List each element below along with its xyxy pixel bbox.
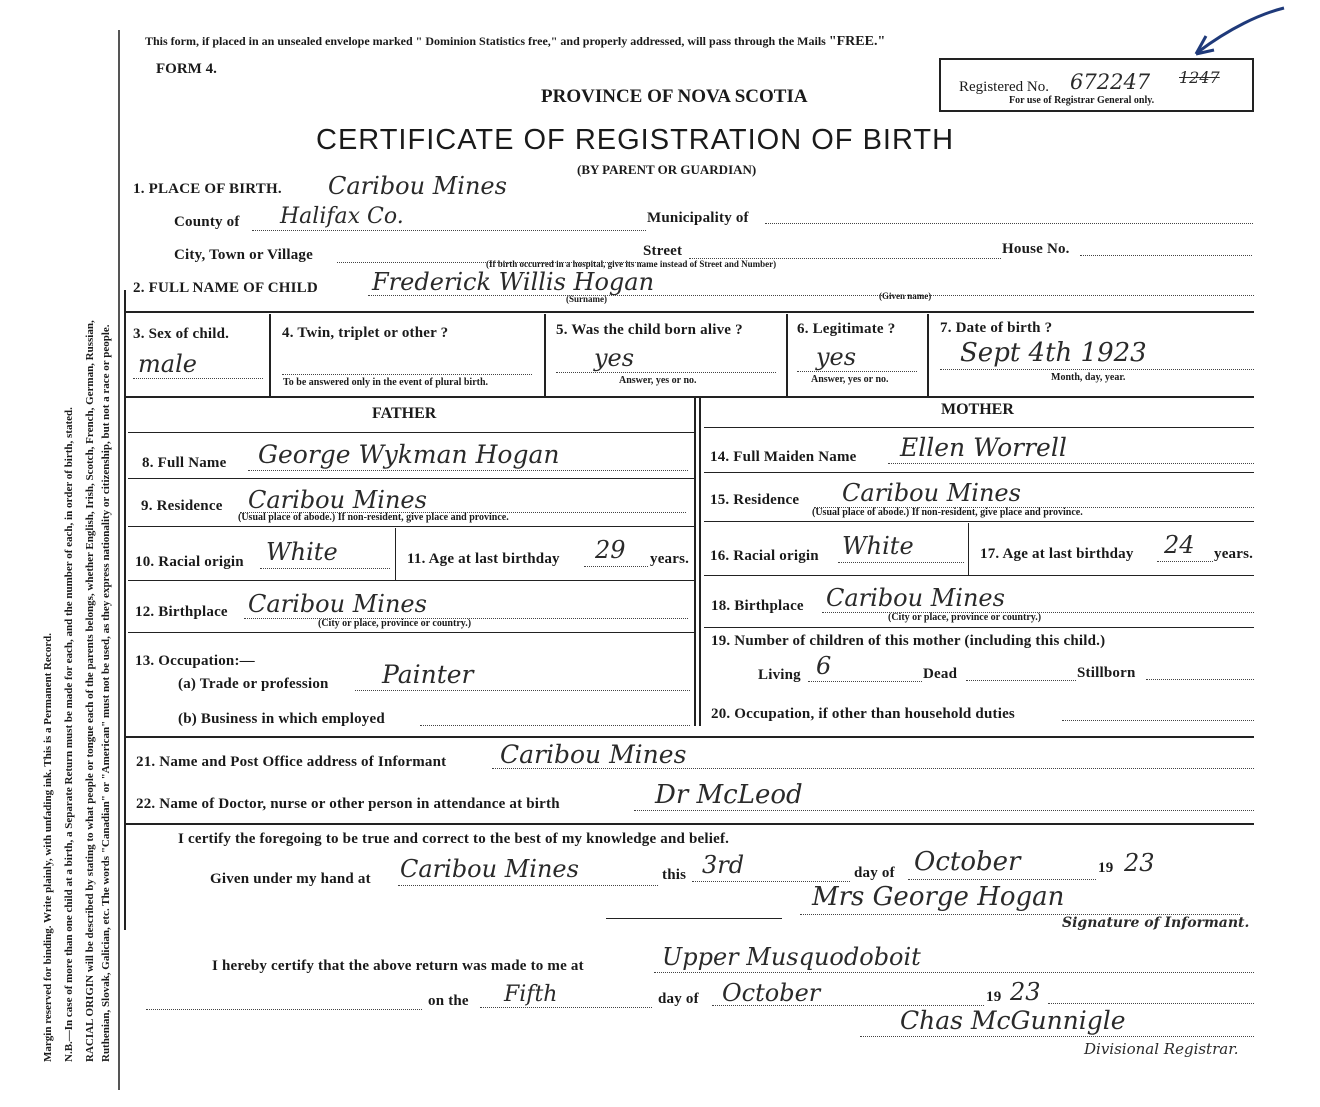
return-day-of-label: day of: [658, 991, 699, 1007]
father-business-label: (b) Business in which employed: [178, 711, 385, 727]
county-value: Halifax Co.: [280, 204, 404, 229]
stillborn-label: Stillborn: [1077, 665, 1136, 681]
return-place-line: [654, 972, 1254, 973]
father-rule-9: [128, 526, 694, 527]
margin-note-1: Margin reserved for binding. Write plainly, with unfading ink. This is a Permanent Record.: [42, 633, 54, 1062]
father-age-label: 11. Age at last birthday: [407, 551, 560, 567]
father-heading: FATHER: [372, 405, 437, 422]
registrar-note: For use of Registrar General only.: [1009, 95, 1155, 106]
return-year-value: 23: [1010, 978, 1041, 1006]
sex-line: [133, 378, 263, 379]
stillborn-line: [1146, 679, 1254, 680]
parents-divider-1: [694, 396, 696, 726]
municipality-label: Municipality of: [647, 210, 749, 226]
margin-note-2: N.B.—In case of more than one child at a birth, a Separate Return must be made for each, and the number of each, in order of birth, stated.: [63, 407, 75, 1062]
father-residence-label: 9. Residence: [141, 498, 223, 514]
return-year-prefix: 19: [986, 989, 1002, 1005]
sex-label: 3. Sex of child.: [133, 326, 230, 342]
municipality-line: [765, 223, 1253, 224]
father-name-value: George Wykman Hogan: [258, 440, 560, 469]
mother-birthplace-note: (City or place, province or country.): [888, 612, 1042, 623]
mother-rule-14: [704, 472, 1254, 473]
father-racial-divider: [395, 528, 396, 580]
given-day-value: 3rd: [702, 851, 745, 879]
dead-line: [966, 680, 1076, 681]
registrar-signature: Chas McGunnigle: [900, 1006, 1126, 1035]
return-place-value: Upper Musquodoboit: [662, 943, 921, 971]
father-birthplace-value: Caribou Mines: [248, 590, 427, 618]
father-rule-8: [128, 478, 694, 479]
mother-heading: MOTHER: [941, 401, 1014, 418]
given-month-value: October: [914, 847, 1021, 877]
margin-rule: [118, 30, 120, 1090]
mother-rule-18: [704, 627, 1254, 628]
mother-age-value: 24: [1164, 531, 1195, 559]
divider-6-7: [927, 314, 929, 396]
mother-racial-divider: [968, 523, 969, 575]
divider-5-6: [786, 314, 788, 396]
born-alive-label: 5. Was the child born alive ?: [556, 322, 743, 338]
legitimate-label: 6. Legitimate ?: [797, 321, 896, 337]
mother-rule-15: [704, 521, 1254, 522]
father-occupation-label: 13. Occupation:—: [135, 653, 255, 669]
father-racial-value: White: [266, 538, 338, 566]
hospital-note: (If birth occurred in a hospital, give its name instead of Street and Number): [486, 259, 777, 269]
legitimate-value: yes: [816, 343, 857, 371]
mother-heading-rule: [704, 427, 1254, 428]
living-value: 6: [816, 652, 832, 680]
return-leading-line: [146, 1009, 422, 1010]
father-racial-label: 10. Racial origin: [135, 554, 244, 570]
mother-children-label: 19. Number of children of this mother (including this child.): [711, 633, 1106, 649]
given-place-line: [398, 885, 658, 886]
twin-line: [282, 374, 532, 375]
province-heading: PROVINCE OF NOVA SCOTIA: [541, 86, 808, 107]
father-rule-10: [128, 580, 694, 581]
father-trade-line: [355, 690, 690, 691]
birth-date-label: 7. Date of birth ?: [940, 320, 1053, 336]
parents-divider-2: [699, 396, 701, 726]
registered-struck-value: 1247: [1179, 68, 1220, 87]
born-alive-line: [556, 372, 776, 373]
mother-rule-16: [704, 575, 1254, 576]
father-name-line: [248, 470, 688, 471]
return-month-value: October: [722, 979, 821, 1007]
mother-age-line: [1157, 561, 1213, 562]
mother-age-unit: years.: [1214, 546, 1254, 562]
return-trailing-line: [1048, 1003, 1254, 1004]
birth-date-note: Month, day, year.: [1051, 372, 1126, 383]
father-age-line: [584, 566, 648, 567]
mother-birthplace-value: Caribou Mines: [826, 584, 1005, 612]
rule-after-parents: [124, 736, 1254, 738]
father-birthplace-label: 12. Birthplace: [135, 604, 228, 620]
divider-3-4: [269, 314, 271, 396]
father-age-value: 29: [595, 536, 626, 564]
registered-label: Registered No.: [959, 79, 1049, 95]
county-line: [252, 230, 646, 231]
father-trade-label: (a) Trade or profession: [178, 676, 329, 692]
binding-margin: [0, 0, 120, 1107]
living-line: [808, 681, 922, 682]
mother-residence-note: (Usual place of abode.) If non-resident, give place and province.: [812, 507, 1083, 518]
given-name-note: (Given name): [879, 291, 932, 301]
mother-occupation-label: 20. Occupation, if other than household duties: [711, 706, 1015, 722]
mother-age-label: 17. Age at last birthday: [980, 546, 1134, 562]
birth-date-line: [940, 369, 1254, 370]
child-name-label: 2. FULL NAME OF CHILD: [133, 280, 318, 296]
mother-racial-value: White: [842, 532, 914, 560]
informant-signature: Mrs George Hogan: [812, 882, 1065, 912]
given-month-line: [908, 879, 1096, 880]
legitimate-note: Answer, yes or no.: [811, 374, 889, 385]
father-business-line: [420, 725, 690, 726]
born-alive-value: yes: [594, 344, 635, 372]
living-label: Living: [758, 667, 801, 683]
surname-note: (Surname): [566, 294, 607, 304]
informant-label: 21. Name and Post Office address of Informant: [136, 754, 447, 770]
arrow-icon: [1180, 0, 1300, 70]
given-day-of-label: day of: [854, 865, 895, 881]
attendant-value: Dr McLeod: [655, 780, 803, 810]
mother-occupation-line: [1062, 720, 1254, 721]
form-left-border: [124, 290, 126, 930]
mother-racial-label: 16. Racial origin: [710, 548, 819, 564]
mother-name-value: Ellen Worrell: [900, 433, 1067, 462]
divider-4-5: [544, 314, 546, 396]
return-on-the-label: on the: [428, 993, 469, 1009]
attendant-label: 22. Name of Doctor, nurse or other person in attendance at birth: [136, 796, 560, 812]
margin-note-3: RACIAL ORIGIN will be described by stating to what people or tongue each of the parents belongs, whether English, Irish, Scotch, French, German, Russian,: [84, 320, 96, 1062]
mother-name-label: 14. Full Maiden Name: [710, 449, 857, 465]
given-year-value: 23: [1124, 849, 1155, 877]
birth-date-value: Sept 4th 1923: [960, 338, 1147, 368]
given-this-label: this: [662, 867, 687, 883]
city-label: City, Town or Village: [174, 247, 313, 263]
rule-after-row-3: [124, 396, 1254, 398]
registrar-signature-label: Divisional Registrar.: [1084, 1040, 1239, 1058]
return-label: I hereby certify that the above return was made to me at: [212, 958, 584, 974]
witness-line: [606, 918, 782, 919]
certify-text: I certify the foregoing to be true and correct to the best of my knowledge and belief.: [178, 831, 730, 847]
father-rule-12: [128, 632, 694, 633]
county-label: County of: [174, 214, 240, 230]
house-label: House No.: [1002, 241, 1070, 257]
house-line: [1080, 255, 1252, 256]
rule-after-attendant: [124, 823, 1254, 825]
father-residence-value: Caribou Mines: [248, 486, 427, 514]
father-age-unit: years.: [650, 551, 690, 567]
mother-residence-value: Caribou Mines: [842, 479, 1021, 507]
father-name-label: 8. Full Name: [142, 455, 227, 471]
certificate-subtitle: (BY PARENT OR GUARDIAN): [577, 162, 757, 177]
rule-after-field-2: [124, 311, 1254, 313]
form-number: FORM 4.: [156, 61, 217, 77]
twin-note: To be answered only in the event of plural birth.: [283, 377, 489, 388]
twin-label: 4. Twin, triplet or other ?: [282, 325, 449, 341]
informant-value: Caribou Mines: [500, 740, 687, 769]
legitimate-line: [797, 371, 917, 372]
mother-residence-label: 15. Residence: [710, 492, 800, 508]
street-label: Street: [643, 243, 683, 259]
child-name-value: Frederick Willis Hogan: [372, 268, 655, 296]
father-trade-value: Painter: [382, 660, 474, 689]
father-residence-note: (Usual place of abode.) If non-resident, give place and province.: [238, 512, 509, 523]
father-heading-rule: [128, 432, 694, 433]
sex-value: male: [138, 350, 197, 378]
registrar-signature-line: [860, 1036, 1254, 1037]
given-place-value: Caribou Mines: [400, 855, 579, 883]
born-alive-note: Answer, yes or no.: [619, 375, 697, 386]
mail-note: This form, if placed in an unsealed envelope marked " Dominion Statistics free," and properly addressed, will pass through the Mails "FREE.": [145, 34, 886, 49]
registered-value: 672247: [1070, 70, 1151, 94]
attendant-line: [634, 810, 1254, 811]
father-birthplace-note: (City or place, province or country.): [318, 618, 472, 629]
place-of-birth-label: 1. PLACE OF BIRTH.: [133, 181, 282, 197]
margin-note-4: Ruthenian, Slovak, Galician, etc. The words "Canadian" or "American" must not be used, as they express nationality or citizenship, but not a race or people.: [100, 324, 112, 1062]
mother-name-line: [888, 463, 1254, 464]
return-day-value: Fifth: [504, 982, 558, 1007]
informant-signature-label: Signature of Informant.: [1062, 915, 1250, 931]
father-racial-line: [260, 568, 390, 569]
dead-label: Dead: [923, 666, 958, 682]
mother-birthplace-label: 18. Birthplace: [711, 598, 804, 614]
given-year-prefix: 19: [1098, 860, 1114, 876]
given-under-label: Given under my hand at: [210, 871, 371, 887]
place-of-birth-value: Caribou Mines: [328, 172, 507, 200]
certificate-title: CERTIFICATE OF REGISTRATION OF BIRTH: [316, 124, 955, 156]
return-day-line: [480, 1007, 652, 1008]
mother-racial-line: [838, 562, 964, 563]
